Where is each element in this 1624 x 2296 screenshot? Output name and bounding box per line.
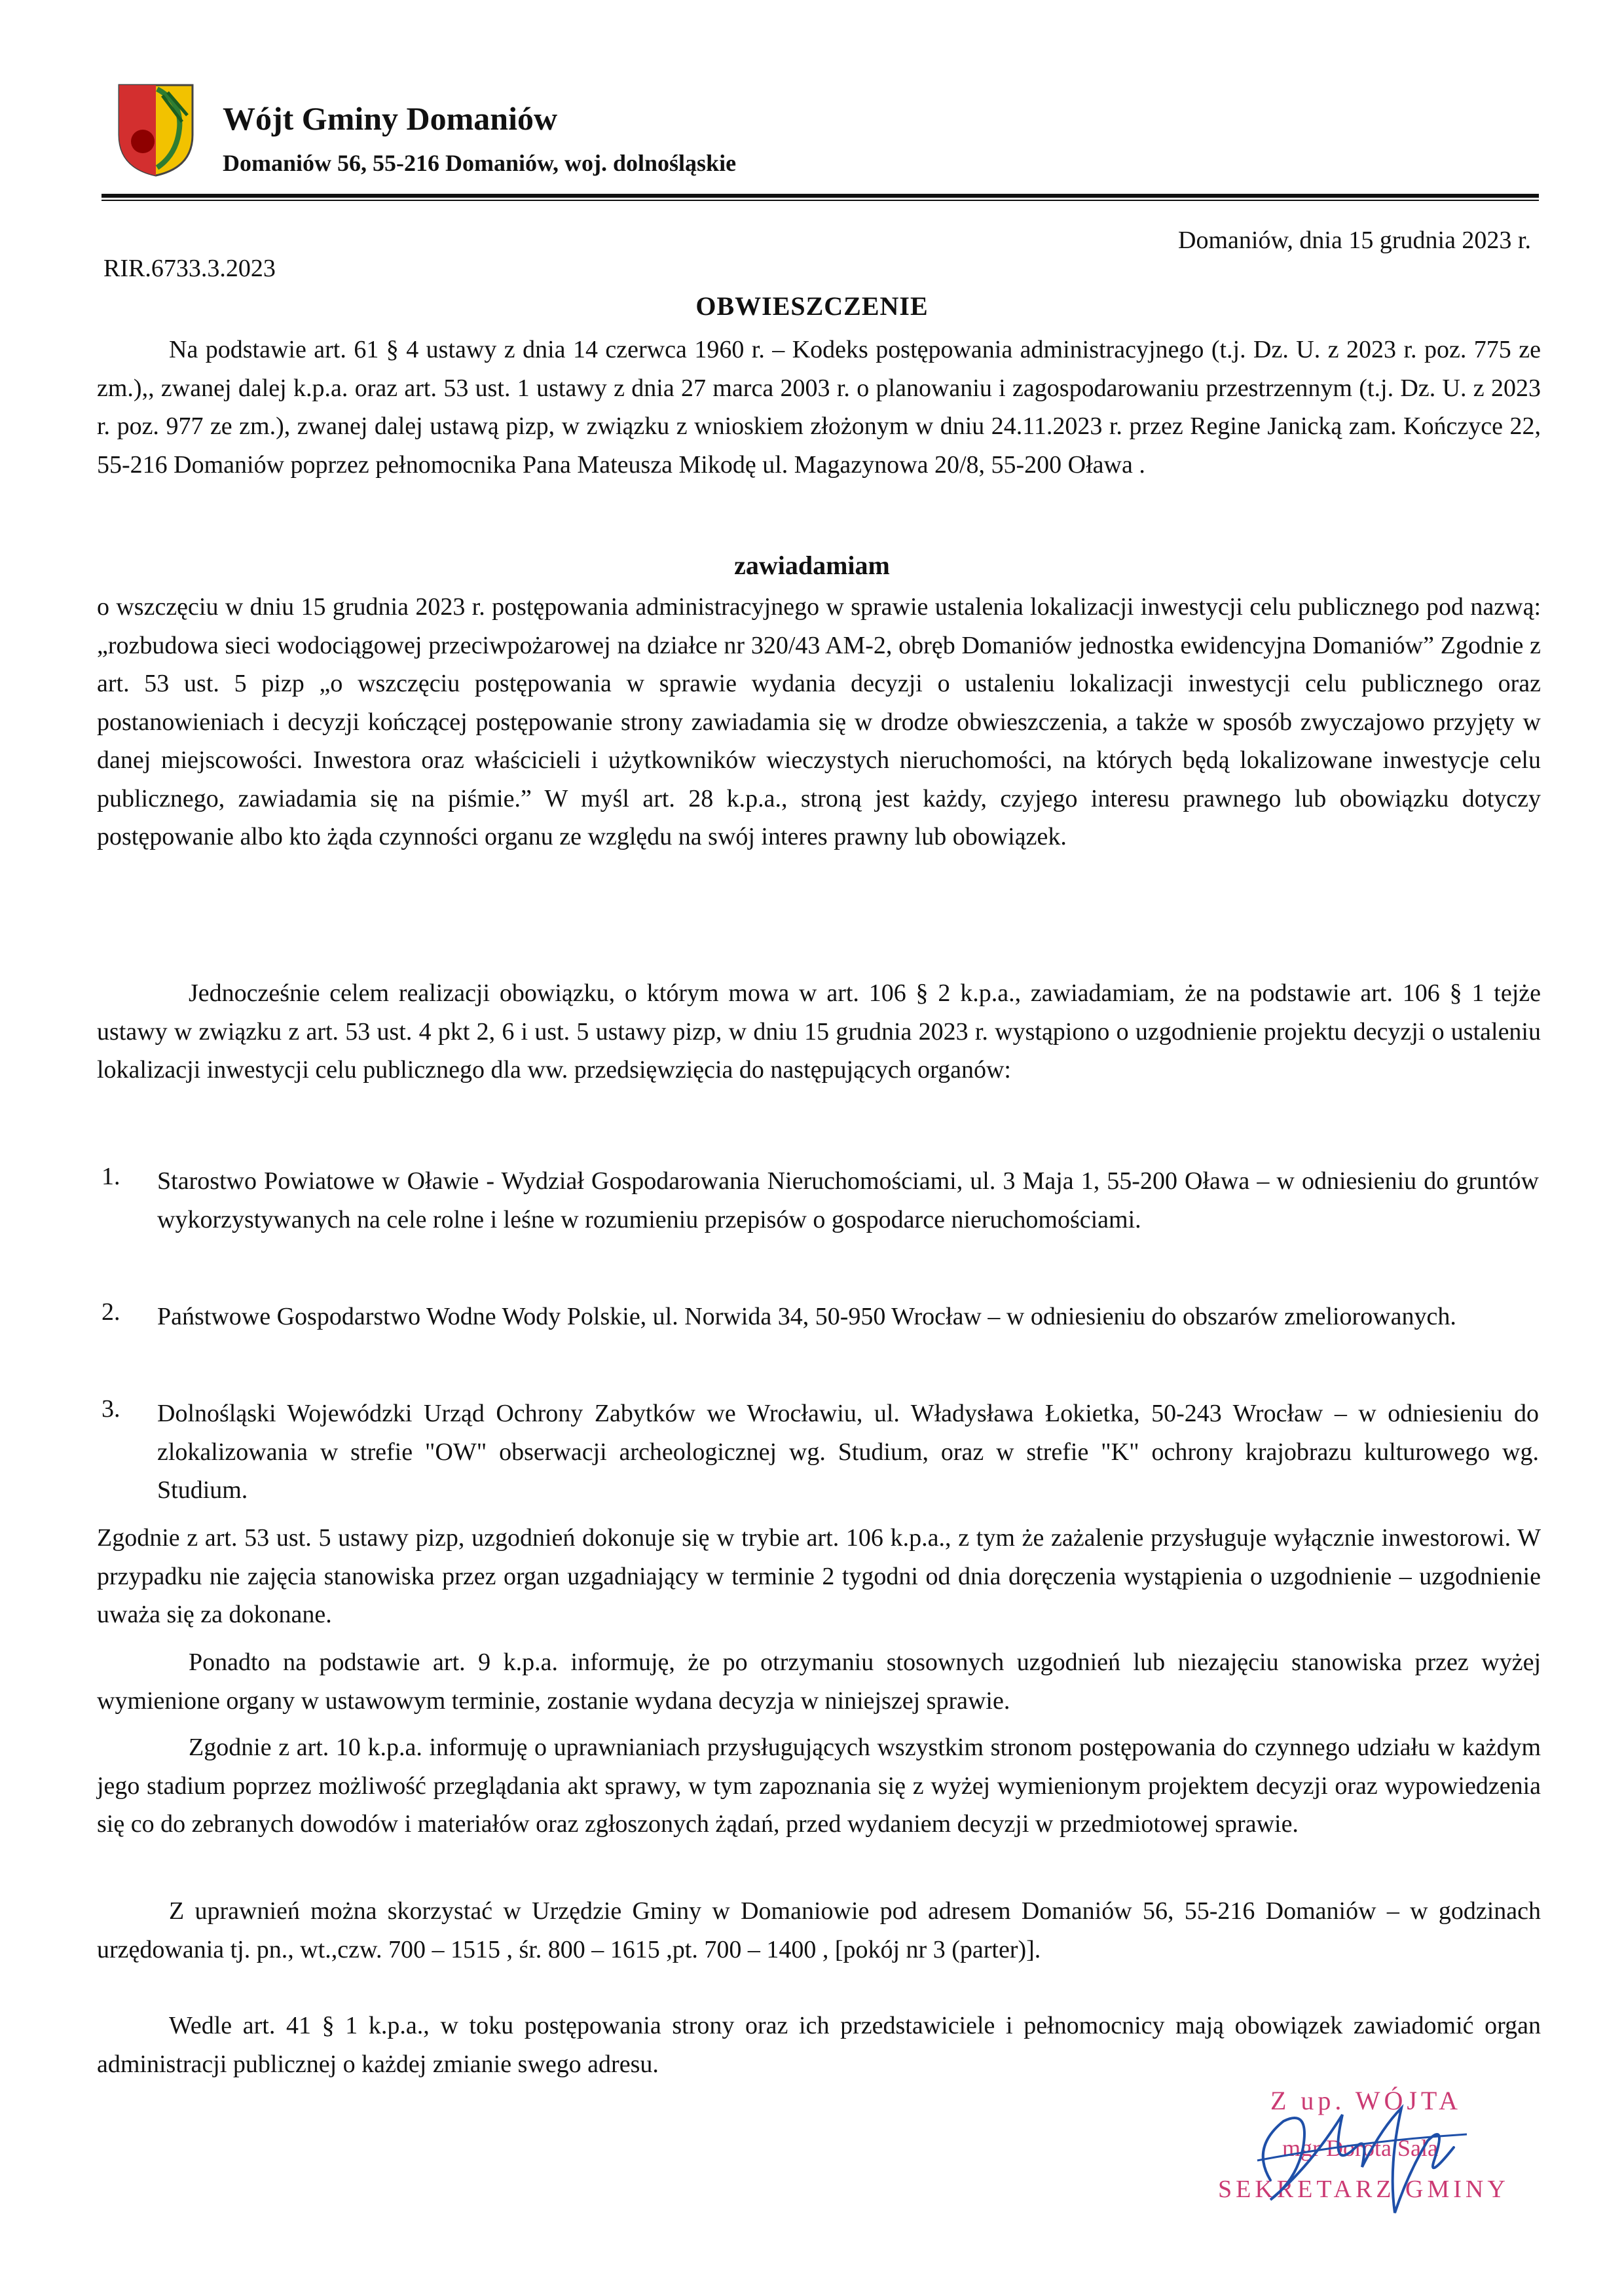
paragraph-consultation: Jednocześnie celem realizacji obowiązku, o którym mowa w art. 106 § 2 k.p.a., zawiadamiam, że na podstawie art. 106 § 1 tejże ustawy w związku z art. 53 ust. 4 pkt 2, 6 i ust. 5 ustawy pizp, w dniu 15 grudnia 2023 r. wystąpiono o uzgodnienie projektu decyzji o ustaleniu lokalizacji inwestycji celu publicznego dla ww. przedsięwzięcia do następujących organów: [97, 979, 1541, 1084]
stamp-authority: Z up. WÓJTA [1270, 2086, 1462, 2115]
document-date: Domaniów, dnia 15 grudnia 2023 r. [1178, 227, 1531, 254]
issuer-name: Wójt Gminy Domaniów [223, 100, 558, 137]
stamp-signatory-name: mgr Dorota Sala [1282, 2135, 1438, 2161]
paragraph-office-hours: Z uprawnień można skorzystać w Urzędzie Gminy w Domaniowie pod adresem Domaniów 56, 55-216 Domaniów – w godzinach urzędowania tj. pn., wt.,czw. 700 – 1515 , śr. 800 – 1615 ,pt. 700 – 1400 , [pokój nr 3 (parter)]. [97, 1897, 1541, 1963]
paragraph-agreement-procedure: Zgodnie z art. 53 ust. 5 ustawy pizp, uzgodnień dokonuje się w trybie art. 106 k.p.a., z tym że zażalenie przysługuje wyłącznie inwestorowi. W przypadku nie zajęcia stanowiska przez organ uzgadniający w terminie 2 tygodni od dnia doręczenia wystąpienia o uzgodnienie – uzgodnienie uważa się za dokonane. [97, 1524, 1541, 1628]
list-item-number: 3. [101, 1395, 120, 1423]
stamp-position: SEKRETARZ GMINY [1218, 2176, 1509, 2203]
gmina-crest-icon [117, 82, 195, 178]
intro-paragraph: Na podstawie art. 61 § 4 ustawy z dnia 14 czerwca 1960 r. – Kodeks postępowania administracyjnego (t.j. Dz. U. z 2023 r. poz. 775 ze zm.),, zwanej dalej k.p.a. oraz art. 53 ust. 1 ustawy z dnia 27 marca 2003 r. o planowaniu i zagospodarowaniu przestrzennym (t.j. Dz. U. z 2023 r. poz. 977 ze zm.), zwanej dalej ustawą pizp, w związku z wnioskiem złożonym w dniu 24.11.2023 r. przez Regine Janicką zam. Kończyce 22, 55-216 Domaniów poprzez pełnomocnika Pana Mateusza Mikodę ul. Magazynowa 20/8, 55-200 Oława . [97, 336, 1541, 479]
paragraph-decision-notice: Ponadto na podstawie art. 9 k.p.a. informuję, że po otrzymaniu stosownych uzgodnień lub niezajęciu stanowiska przez wyżej wymienione organy w ustawowym terminie, zostanie wydana decyzja w niniejszej sprawie. [97, 1649, 1541, 1715]
issuer-address: Domaniów 56, 55-216 Domaniów, woj. dolnośląskie [223, 150, 737, 176]
list-item-number: 1. [101, 1163, 120, 1190]
reference-number: RIR.6733.3.2023 [103, 255, 276, 282]
paragraph-party-rights: Zgodnie z art. 10 k.p.a. informuję o uprawnianiach przysługujących wszystkim stronom postępowania do czynnego udziału w każdym jego stadium poprzez możliwość przeglądania akt sprawy, w tym zapoznania się z wyżej wymienionym projektem decyzji oraz wypowiedzenia się co do zebranych dowodów i materiałów oraz zgłoszonych żądań, przed wydaniem decyzji w przedmiotowej sprawie. [97, 1734, 1541, 1838]
list-item: Dolnośląski Wojewódzki Urząd Ochrony Zabytków we Wrocławiu, ul. Władysława Łokietka, 50-243 Wrocław – w odniesieniu do zlokalizowania w strefie "OW" obserwacji archeologicznej wg. Studium, oraz w strefie "K" ochrony krajobrazu kulturowego wg. Studium. [157, 1400, 1539, 1504]
paragraph-initiation: o wszczęciu w dniu 15 grudnia 2023 r. postępowania administracyjnego w sprawie ustalenia lokalizacji inwestycji celu publicznego pod nazwą: „rozbudowa sieci wodociągowej przeciwpożarowej na działce nr 320/43 AM-2, obręb Domaniów jednostka ewidencyjna Domaniów” Zgodnie z art. 53 ust. 5 pizp „o wszczęciu postępowania w sprawie wydania decyzji o ustaleniu lokalizacji inwestycji celu publicznego oraz postanowieniach i decyzji kończącej postępowanie strony zawiadamia się w drodze obwieszczenia, a także w sposób zwyczajowo przyjęty w danej miejscowości. Inwestora oraz właścicieli i użytkowników wieczystych nieruchomości, na których będą lokalizowane inwestycje celu publicznego, zawiadamia się na piśmie.” W myśl art. 28 k.p.a., stroną jest każdy, czyjego interesu prawnego lub obowiązku dotyczy postępowanie albo kto żąda czynności organu ze względu na swój interes prawny lub obowiązek. [97, 593, 1541, 850]
handwritten-signature-icon [1231, 2069, 1506, 2239]
list-item: Państwowe Gospodarstwo Wodne Wody Polskie, ul. Norwida 34, 50-950 Wrocław – w odniesieniu do obszarów zmeliorowanych. [157, 1303, 1456, 1330]
paragraph-address-change: Wedle art. 41 § 1 k.p.a., w toku postępowania strony oraz ich przedstawiciele i pełnomocnicy mają obowiązek zawiadomić organ administracji publicznej o każdej zmianie swego adresu. [97, 2012, 1541, 2078]
document-title: OBWIESZCZENIE [695, 291, 929, 321]
list-item: Starostwo Powiatowe w Oławie - Wydział Gospodarowania Nieruchomościami, ul. 3 Maja 1, 55-200 Oława – w odniesieniu do gruntów wykorzystywanych na cele rolne i leśne w rozumieniu przepisów o gospodarce nieruchomościami. [157, 1167, 1539, 1233]
section-heading: zawiadamiam [734, 551, 890, 580]
list-item-number: 2. [101, 1298, 120, 1326]
header-divider [101, 194, 1539, 198]
header-divider-thin [101, 200, 1539, 201]
